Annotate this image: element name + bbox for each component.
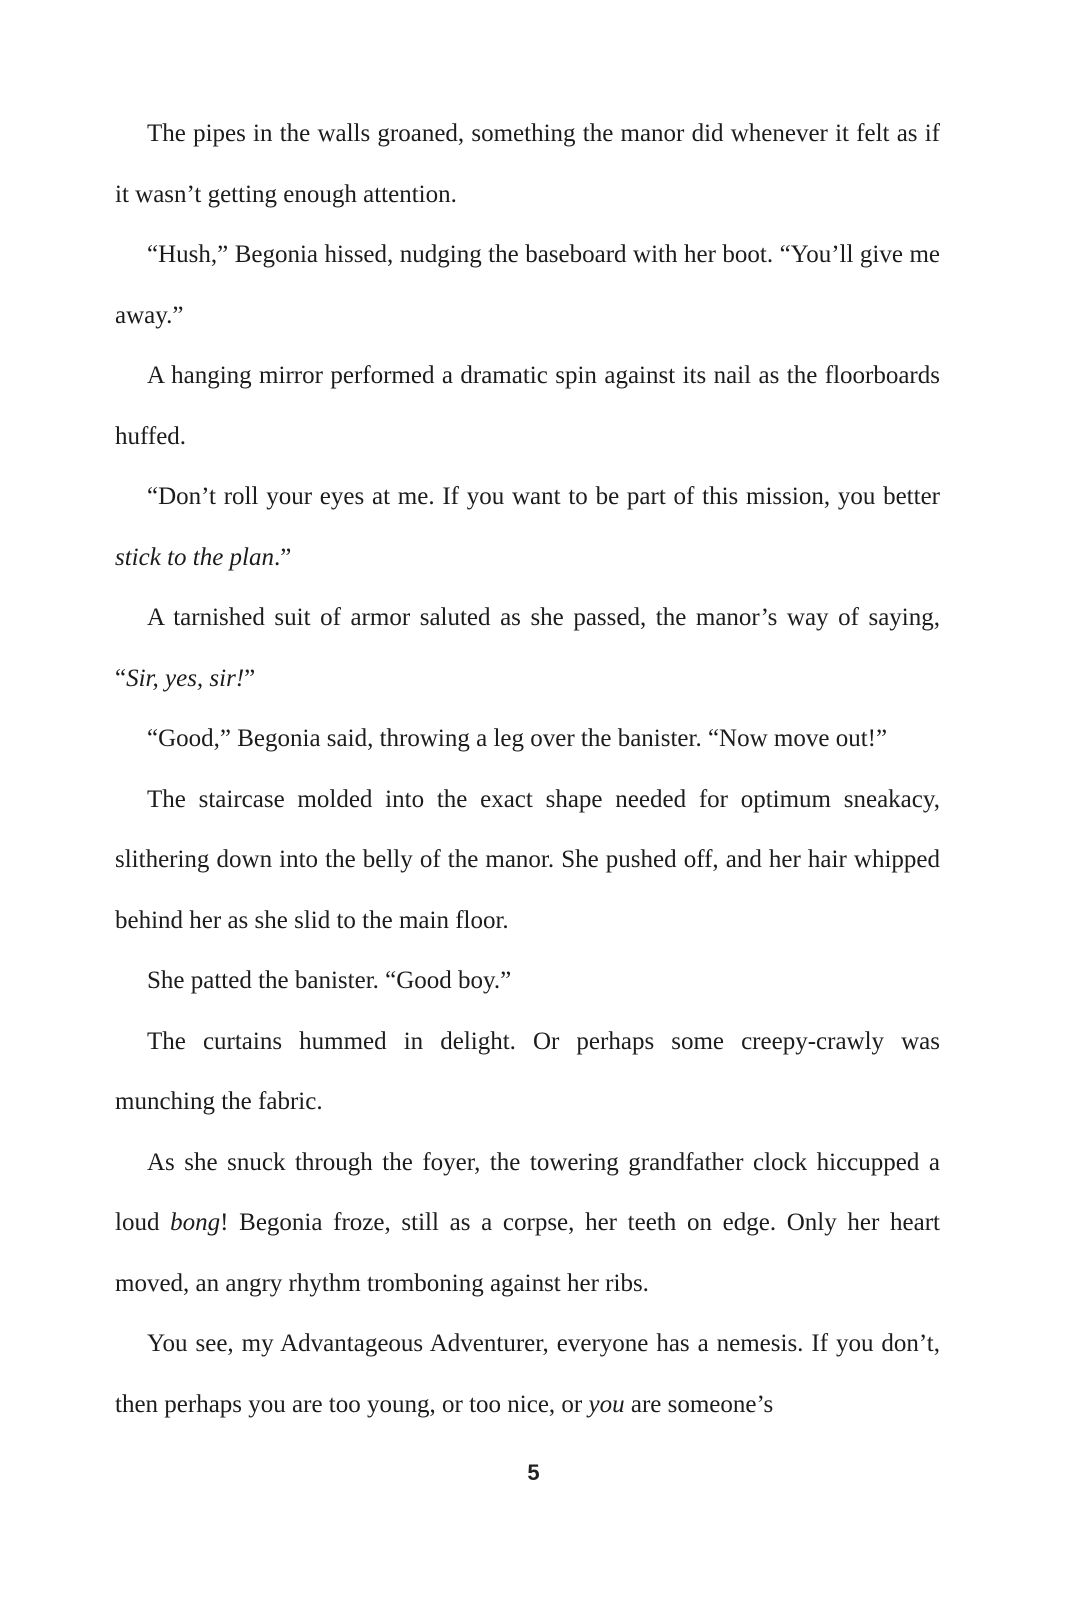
italic-text: you: [588, 1390, 625, 1418]
text-run: The pipes in the walls groaned, something the manor did whenever it felt as if it wasn’t getting enough attention.: [115, 120, 940, 208]
text-run: “Good,” Begonia said, throwing a leg over the banister. “Now move out!”: [147, 725, 888, 752]
text-run: The staircase molded into the exact shape needed for optimum sneakacy, slithering down into the belly of the manor. She pushed off, and her hair whipped behind her as she slid to the main floor.: [115, 785, 940, 934]
book-page-body: [115, 104, 940, 1435]
paragraph: [115, 588, 940, 709]
text-run: The curtains hummed in delight. Or perhaps some creepy-crawly was munching the fabric.: [115, 1027, 940, 1115]
paragraph: [115, 1012, 940, 1133]
paragraph: [115, 951, 940, 1012]
text-run: She patted the banister. “Good boy.”: [147, 967, 512, 994]
paragraph: [115, 770, 940, 952]
paragraph: [115, 709, 940, 770]
paragraph: [115, 346, 940, 467]
text-run: ! Begonia froze, still as a corpse, her teeth on edge. Only her heart moved, an angry rhythm tromboning against her ribs.: [115, 1209, 940, 1297]
text-run: are someone’s: [624, 1390, 774, 1418]
text-run: A hanging mirror performed a dramatic spin against its nail as the floorboards huffed.: [115, 362, 940, 450]
paragraph: [115, 467, 940, 588]
text-run: “Don’t roll your eyes at me. If you want to be part of this mission, you better: [147, 483, 940, 510]
text-run: You see, my Advantageous Adventurer, everyone has a nemesis. If you don’t, then perhaps you are too young, or too nice, or: [115, 1330, 940, 1418]
text-run: As she snuck through the foyer, the towering grandfather clock hiccupped a loud: [115, 1148, 940, 1236]
text-run: .”: [274, 543, 292, 571]
text-run: A tarnished suit of armor saluted as she passed, the manor’s way of saying, “: [115, 604, 940, 692]
italic-text: stick to the plan: [115, 543, 274, 571]
text-run: “Hush,” Begonia hissed, nudging the baseboard with her boot. “You’ll give me away.”: [115, 241, 940, 329]
paragraph: [115, 225, 940, 346]
page-number: 5: [527, 1460, 540, 1485]
paragraph: [115, 1314, 940, 1435]
italic-text: bong: [170, 1209, 221, 1236]
italic-text: Sir, yes, sir!: [126, 664, 245, 692]
paragraph: [115, 104, 940, 225]
paragraph: [115, 1133, 940, 1315]
text-run: ”: [244, 664, 256, 692]
